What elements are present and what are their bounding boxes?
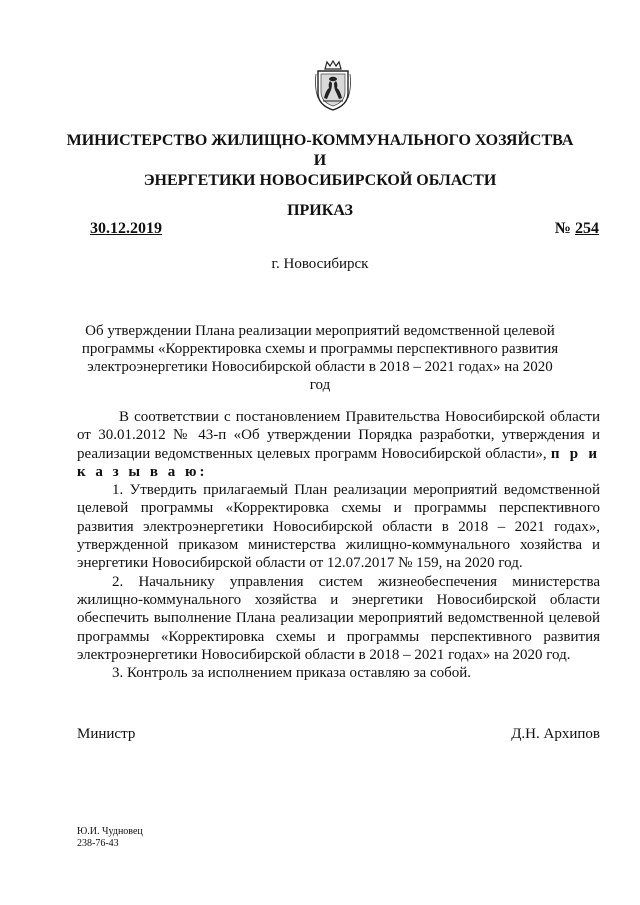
order-date: 30.12.2019 xyxy=(90,220,162,237)
ministry-name-line1: МИНИСТЕРСТВО ЖИЛИЩНО-КОММУНАЛЬНОГО ХОЗЯЙСТВА И xyxy=(66,132,574,169)
order-item-2: 2. Начальнику управления систем жизнеобеспечения министерства жилищно-коммунального хозяйства и энергетики Новосибирской области обеспечить выполнение Плана реализации мероприятий ведомственной целевой программы «Корректировка схемы и программы перспективного развития электроэнергетики Новосибирской области в 2018 – 2021 годах» на 2020 год. xyxy=(77,573,600,663)
preamble-text: В соответствии с постановлением Правительства Новосибирской области от 30.01.2012 № 43-п «Об утверждении Порядка разработки, утверждения и реализации ведомственных целевых программ Новосибирской области», xyxy=(77,409,600,462)
subject-line3: электроэнергетики Новосибирской области в 2018 – 2021 годах» на 2020 год xyxy=(87,359,553,393)
order-item-3: 3. Контроль за исполнением приказа оставляю за собой. xyxy=(112,665,472,682)
executor-name: Ю.И. Чудновец xyxy=(77,826,143,837)
order-subject xyxy=(80,322,560,394)
signer-position: Министр xyxy=(77,726,136,742)
preamble-paragraph xyxy=(77,408,600,481)
order-body xyxy=(77,408,600,682)
order-title: ПРИКАЗ xyxy=(287,202,353,219)
subject-line1: Об утверждении Плана реализации мероприятий ведомственной целевой xyxy=(85,323,555,339)
novosibirsk-coat-of-arms-icon xyxy=(313,60,353,112)
ministry-name xyxy=(60,131,580,191)
city: г. Новосибирск xyxy=(271,256,369,272)
order-number-prefix: № xyxy=(554,220,571,237)
subject-line2: программы «Корректировка схемы и программы перспективного развития xyxy=(81,341,559,357)
order-word: п р и к а з ы в а ю: xyxy=(77,445,601,480)
order-number-value: 254 xyxy=(575,220,599,237)
order-number xyxy=(555,220,599,238)
executor-phone: 238-76-43 xyxy=(77,838,119,849)
order-item-1: 1. Утвердить прилагаемый План реализации мероприятий ведомственной целевой программы «Корректировка схемы и программы перспективного развития электроэнергетики Новосибирской области в 2018 – 2021 годах», утвержденной приказом министерства жилищно-коммунального хозяйства и энергетики Новосибирской области от 12.07.2017 № 159, на 2020 год. xyxy=(77,482,600,572)
executor-info xyxy=(77,826,143,850)
ministry-name-line2: ЭНЕРГЕТИКИ НОВОСИБИРСКОЙ ОБЛАСТИ xyxy=(143,172,497,189)
signer-name: Д.Н. Архипов xyxy=(511,726,600,742)
